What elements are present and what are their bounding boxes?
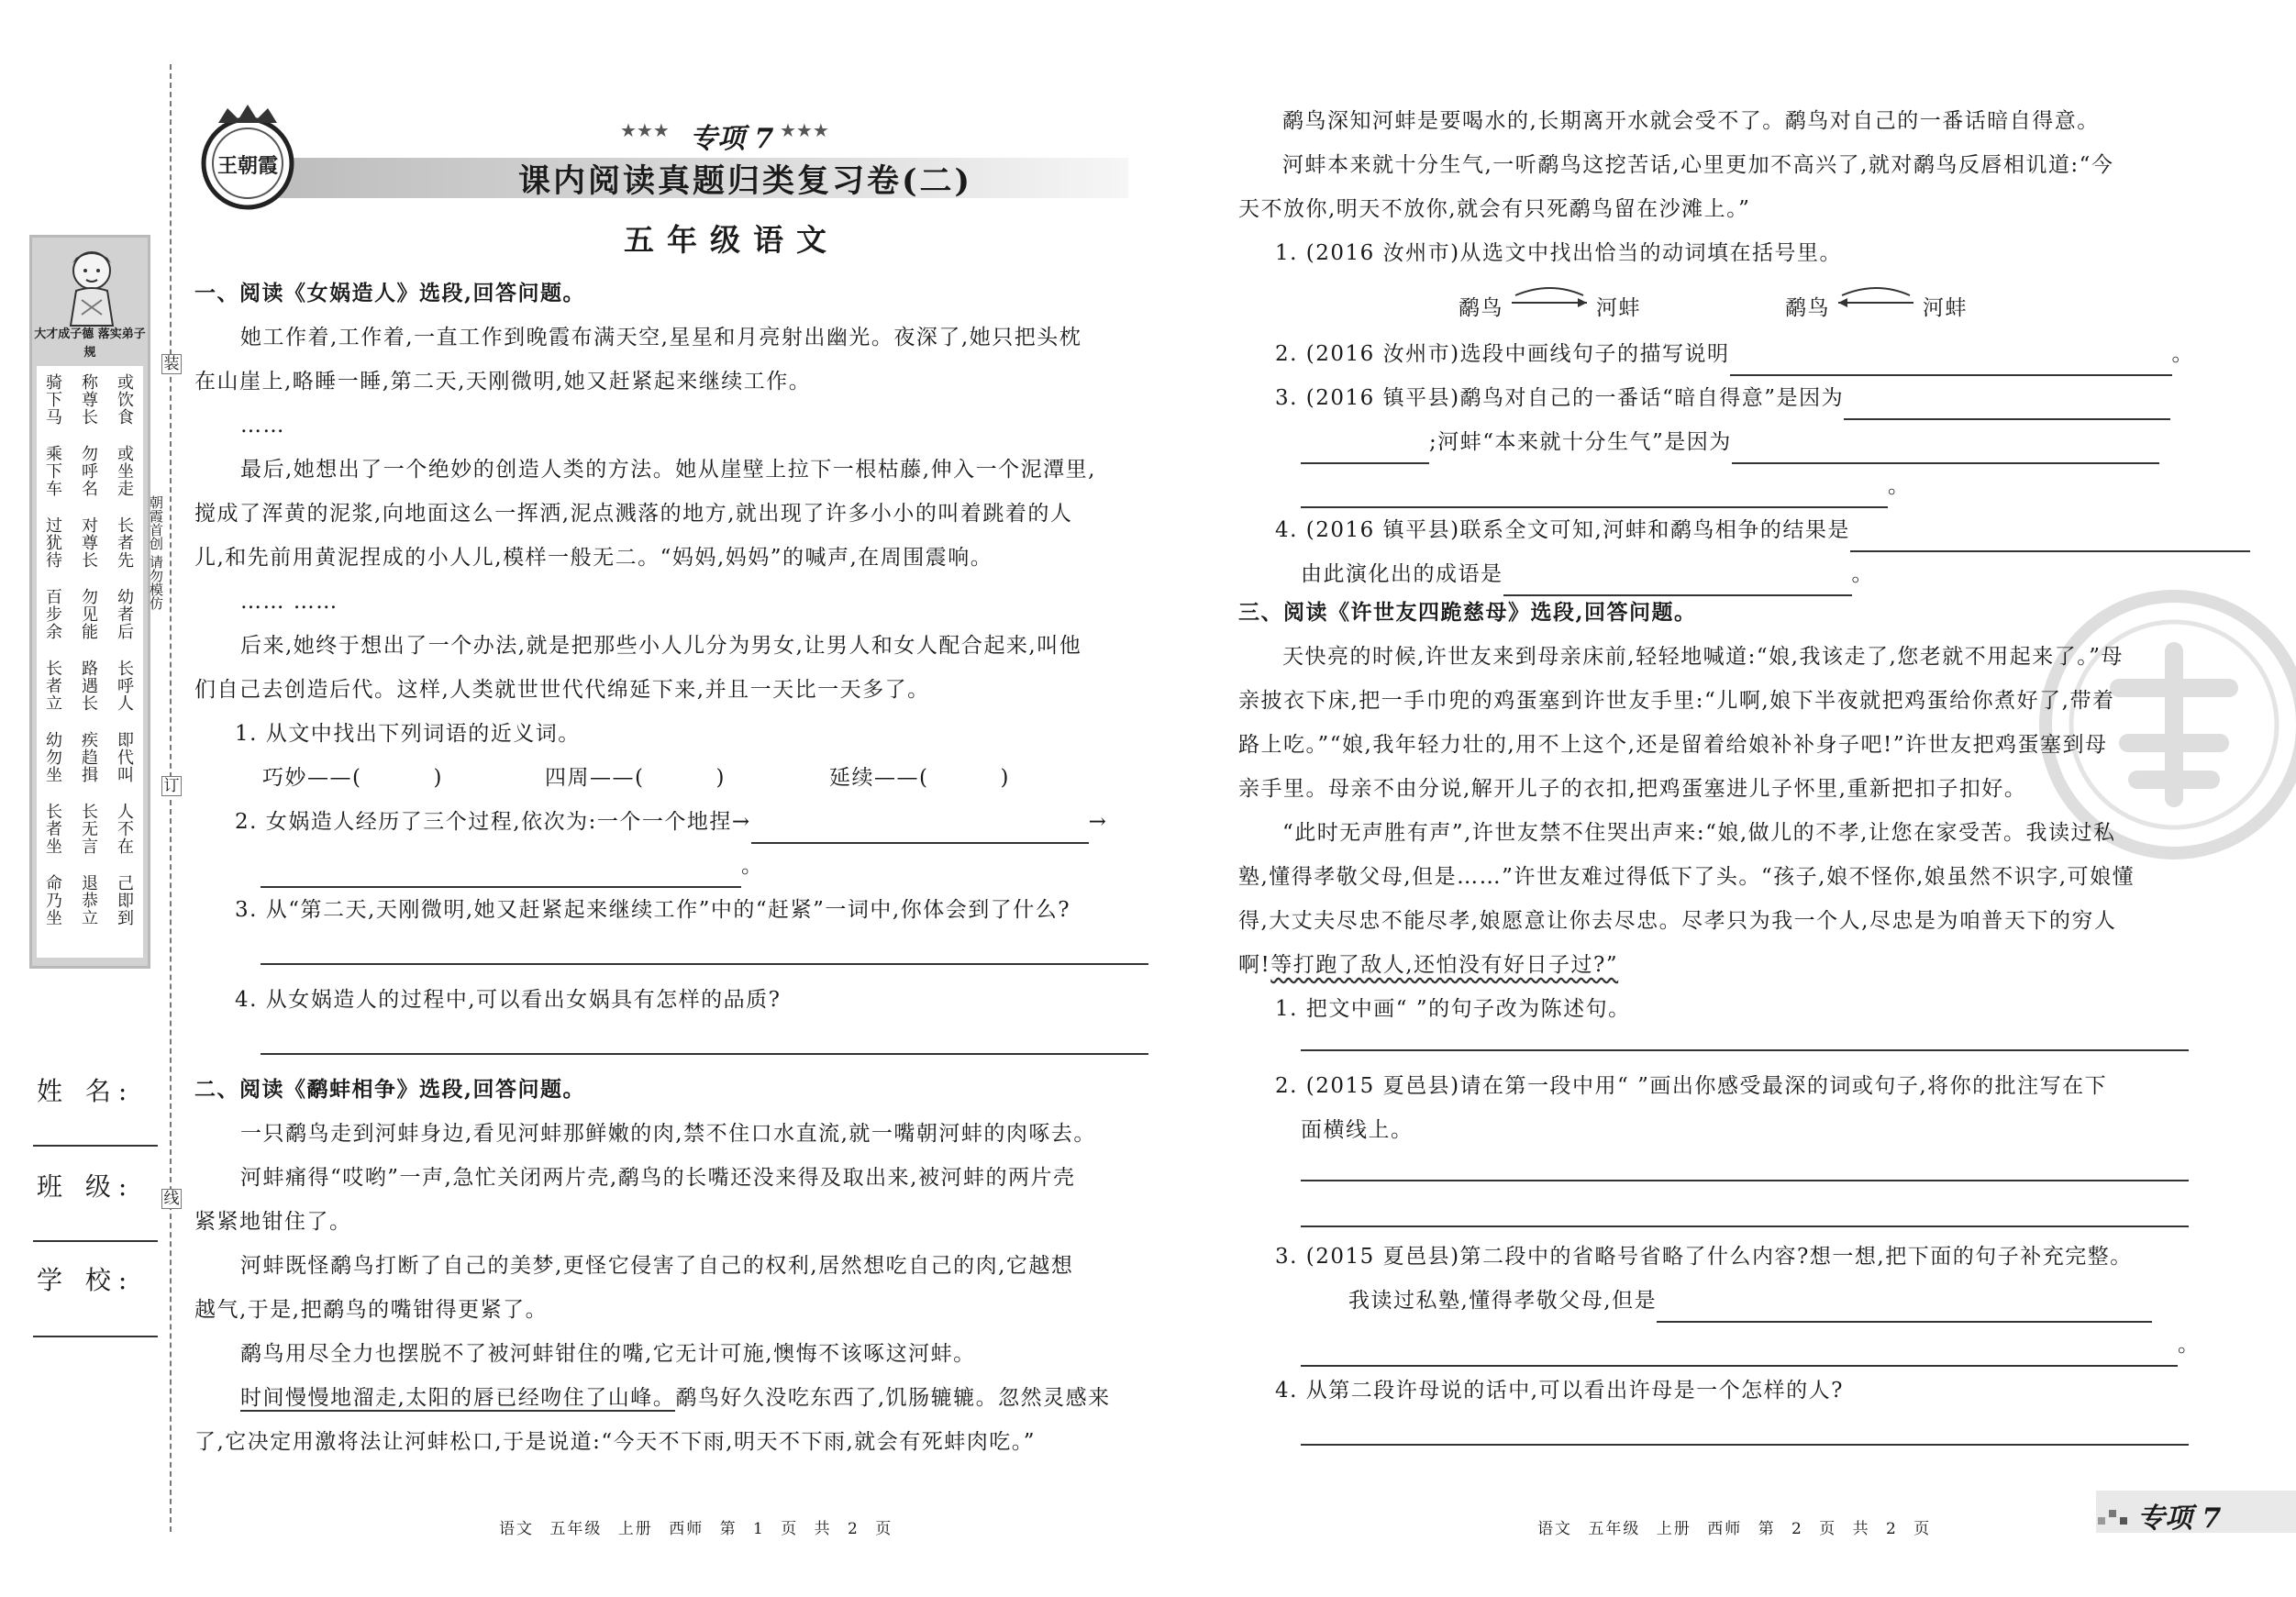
class-field[interactable]: [33, 1240, 158, 1242]
motto-panel: [37, 366, 143, 958]
motto-column: 长者坐: [43, 803, 62, 855]
series-label: 专项 7: [690, 123, 774, 155]
motto-column: 命乃坐: [43, 874, 62, 926]
cut-line: [170, 64, 172, 1532]
passage-line: 她工作着,工作着,一直工作到晚霞布满天空,星星和月亮射出幽光。夜深了,她只把头枕: [240, 326, 1082, 349]
passage-line: …… ……: [240, 590, 338, 614]
section-heading: 三、阅读《许世友四跪慈母》选段,回答问题。: [1238, 600, 1697, 625]
paper-title: 课内阅读真题归类复习卷(二): [518, 162, 973, 200]
motto-column: 百步余: [43, 588, 62, 640]
star-decoration: ★★★: [620, 119, 670, 141]
motto-column: 勿见能: [79, 588, 98, 640]
motto-column: 幼勿坐: [43, 731, 62, 783]
passage-line: 河蚌痛得“哎哟”一声,急忙关闭两片壳,鹬鸟的长嘴还没来得及取出来,被河蚌的两片壳: [240, 1166, 1076, 1190]
answer-line[interactable]: [1301, 1049, 2189, 1051]
answer-line[interactable]: [1730, 347, 2172, 376]
bird-label: 鹬鸟: [1785, 296, 1830, 320]
answer-line[interactable]: [1732, 435, 2159, 464]
svg-text:王朝霞: 王朝霞: [216, 154, 279, 178]
name-field[interactable]: [33, 1145, 158, 1147]
passage-line: 了,它决定用激将法让河蚌松口,于是说道:“今天不下雨,明天不下雨,就会有死蚌肉吃。”: [194, 1430, 1037, 1454]
answer-line[interactable]: [1301, 1444, 2189, 1446]
answer-line[interactable]: [261, 1053, 1148, 1055]
cut-char: 装: [161, 354, 182, 374]
question-3: 3. (2015 夏邑县)第二段中的省略号省略了什么内容?想一想,把下面的句子补充完整。: [1275, 1245, 2133, 1269]
answer-line[interactable]: [751, 815, 1089, 844]
question-4-cont: 由此演化出的成语是 。: [1301, 552, 1874, 596]
school-field[interactable]: [33, 1336, 158, 1337]
motto-column: 乘下车: [43, 445, 62, 497]
question-2: 2. (2016 汝州市)选段中画线句子的描写说明 。: [1275, 332, 2194, 376]
publisher-logo-icon: [191, 103, 310, 213]
motto-column: 疾趋揖: [79, 731, 98, 783]
motto-column: 长呼人: [115, 660, 134, 712]
passage-line: 鹬鸟深知河蚌是要喝水的,长期离开水就会受不了。鹬鸟对自己的一番话暗自得意。: [1282, 109, 2100, 133]
question-2-cont: 。: [261, 844, 764, 888]
cut-char: 线: [161, 1189, 182, 1209]
clam-label: 河蚌: [1596, 296, 1641, 320]
motto-column: 骑下马: [43, 373, 62, 426]
motto-column: 称尊长: [79, 373, 98, 426]
section-heading: 二、阅读《鹬蚌相争》选段,回答问题。: [194, 1077, 586, 1102]
class-label: 班 级:: [37, 1171, 135, 1202]
motto-column: 长者先: [115, 516, 134, 569]
section-heading: 一、阅读《女娲造人》选段,回答问题。: [194, 281, 586, 305]
wavy-underlined-sentence: 等打跑了敌人,还怕没有好日子过?”: [1270, 953, 1619, 977]
synonym-item: 延续——( ): [829, 766, 1010, 790]
motto-box: [29, 235, 150, 969]
passage-line: 后来,她终于想出了一个办法,就是把那些小人儿分为男女,让男人和女人配合起来,叫他: [240, 634, 1082, 658]
question-3: 3. (2016 镇平县)鹬鸟对自己的一番话“暗自得意”是因为: [1275, 376, 2170, 420]
answer-line[interactable]: [261, 859, 741, 888]
question-1: 1. 把文中画“ ”的句子改为陈述句。: [1275, 997, 1631, 1021]
motto-column: 路遇长: [79, 660, 98, 712]
motto-column: 即代叫: [115, 731, 134, 783]
star-decoration: ★★★: [780, 119, 829, 141]
subject-title: 五年级语文: [624, 222, 839, 258]
question-3-cont: ;河蚌“本来就十分生气”是因为: [1301, 420, 2159, 464]
question-3-cont: 。: [1301, 464, 1911, 508]
question-4: 4. 从第二段许母说的话中,可以看出许母是一个怎样的人?: [1275, 1379, 1844, 1403]
passage-line: 一只鹬鸟走到河蚌身边,看见河蚌那鲜嫩的肉,禁不住口水直流,就一嘴朝河蚌的肉啄去。: [240, 1122, 1096, 1146]
motto-column: 人不在: [115, 803, 134, 855]
motto-column: 勿呼名: [79, 445, 98, 497]
passage-line: 在山崖上,略睡一睡,第二天,天刚微明,她又赶紧起来继续工作。: [194, 370, 812, 394]
answer-line[interactable]: [1301, 1225, 2189, 1227]
motto-column: 过犹待: [43, 516, 62, 569]
motto-title: 大才成子德 落实弟子规: [34, 327, 146, 360]
question-4: 4. 从女娲造人的过程中,可以看出女娲具有怎样的品质?: [235, 988, 782, 1012]
passage-line: 河蚌既怪鹬鸟打断了自己的美梦,更怪它侵害了自己的权利,居然想吃自己的肉,它越想: [240, 1254, 1074, 1278]
passage-line: 亲披衣下床,把一手巾兜的鸡蛋塞到许世友手里:“儿啊,娘下半夜就把鸡蛋给你煮好了,带着: [1238, 689, 2115, 713]
passage-line: 越气,于是,把鹬鸟的嘴钳得更紧了。: [194, 1298, 549, 1322]
passage-line: 得,大丈夫尽忠不能尽孝,娘愿意让你去尽忠。尽孝只为我一个人,尽忠是为咱普天下的穷人: [1238, 909, 2117, 933]
bird-label: 鹬鸟: [1459, 296, 1503, 320]
dots-decoration-icon: [2096, 1504, 2133, 1526]
question-3-prompt: 我读过私塾,懂得孝敬父母,但是: [1348, 1279, 2152, 1323]
question-2: 2. 女娲造人经历了三个过程,依次为:一个一个地捏→ →: [235, 800, 1107, 844]
passage-line: 搅成了浑黄的泥浆,向地面这么一挥洒,泥点溅落的地方,就出现了许多小小的叫着跳着的人: [194, 502, 1073, 526]
motto-column: 对尊长: [79, 516, 98, 569]
motto-column: 或坐走: [115, 445, 134, 497]
answer-line[interactable]: [1301, 479, 1888, 508]
answer-line[interactable]: [1301, 1337, 2178, 1367]
motto-column: 退恭立: [79, 874, 98, 926]
question-3-cont: 。: [1301, 1323, 2201, 1367]
passage-line: “此时无声胜有声”,许世友禁不住哭出声来:“娘,做儿的不孝,让您在家受苦。我读过私: [1282, 821, 2116, 845]
answer-line[interactable]: [1850, 523, 2250, 552]
question-1: 1. 从文中找出下列词语的近义词。: [235, 722, 581, 746]
question-4: 4. (2016 镇平县)联系全文可知,河蚌和鹬鸟相争的结果是: [1275, 508, 2250, 552]
motto-column: 长无言: [79, 803, 98, 855]
page-footer-left: 语文 五年级 上册 西师 第 1 页 共 2 页: [499, 1520, 893, 1538]
answer-line[interactable]: [1301, 1180, 2189, 1181]
synonym-item: 四周——( ): [545, 766, 726, 790]
motto-column: 幼者后: [115, 588, 134, 640]
question-1: 1. (2016 汝州市)从选文中找出恰当的动词填在括号里。: [1275, 241, 1843, 265]
synonym-item: 巧妙——( ): [262, 766, 443, 790]
clam-label: 河蚌: [1923, 296, 1968, 320]
passage-line: 们自己去创造后代。这样,人类就世世代代绵延下来,并且一天比一天多了。: [194, 678, 930, 702]
cut-notice: 朝霞首创 请勿模仿: [148, 495, 164, 610]
passage-line: 河蚌本来就十分生气,一听鹬鸟这挖苦话,心里更加不高兴了,就对鹬鸟反唇相讥道:“今: [1282, 153, 2114, 177]
passage-line: 天快亮的时候,许世友来到母亲床前,轻轻地喊道:“娘,我该走了,您老就不用起来了。”母: [1282, 645, 2124, 669]
motto-column: 己即到: [115, 874, 134, 926]
passage-line: 塾,懂得孝敬父母,但是……”许世友难过得低下了头。“孩子,娘不怪你,娘虽然不识字,可娘懂: [1238, 865, 2135, 889]
passage-line: 时间慢慢地溜走,太阳的唇已经吻住了山峰。鹬鸟好久没吃东西了,饥肠辘辘。忽然灵感来: [240, 1386, 1111, 1410]
passage-line: 路上吃。”“娘,我年轻力壮的,用不上这个,还是留着给娘补补身子吧!”许世友把鸡蛋塞到母: [1238, 733, 2108, 757]
answer-blank[interactable]: [1842, 288, 1910, 295]
motto-column: 长者立: [43, 660, 62, 712]
passage-line: 紧紧地钳住了。: [194, 1210, 352, 1234]
left-sidebar: [0, 0, 174, 1597]
question-2-cont: 面横线上。: [1301, 1118, 1414, 1142]
passage-line: 鹬鸟用尽全力也摆脱不了被河蚌钳住的嘴,它无计可施,懊悔不该啄这河蚌。: [240, 1342, 976, 1366]
passage-line: 亲手里。母亲不由分说,解开儿子的衣扣,把鸡蛋塞进儿子怀里,重新把扣子扣好。: [1238, 777, 2027, 801]
passage-line: 儿,和先前用黄泥捏成的小人儿,模样一般无二。“妈妈,妈妈”的喊声,在周围震响。: [194, 546, 993, 570]
question-2: 2. (2015 夏邑县)请在第一段中用“ ”画出你感受最深的词或句子,将你的批注写在下: [1275, 1074, 2108, 1098]
answer-blank[interactable]: [1515, 288, 1583, 295]
answer-line[interactable]: [1657, 1293, 2152, 1323]
answer-line[interactable]: [261, 963, 1148, 965]
underlined-sentence: 时间慢慢地溜走,太阳的唇已经吻住了山峰。: [240, 1386, 676, 1410]
cut-char: 订: [161, 776, 182, 796]
answer-line[interactable]: [1301, 435, 1429, 464]
question-3: 3. 从“第二天,天刚微明,她又赶紧起来继续工作”中的“赶紧”一词中,你体会到了什么?: [235, 898, 1071, 922]
name-label: 姓 名:: [37, 1076, 135, 1106]
page-footer-right: 语文 五年级 上册 西师 第 2 页 共 2 页: [1537, 1520, 1932, 1538]
passage-line: ……: [240, 414, 285, 438]
answer-line[interactable]: [1844, 391, 2170, 420]
passage-line: 天不放你,明天不放你,就会有只死鹬鸟留在沙滩上。”: [1238, 197, 1751, 221]
motto-column: 或饮食: [115, 373, 134, 426]
passage-line: 最后,她想出了一个绝妙的创造人类的方法。她从崖壁上拉下一根枯藤,伸入一个泥潭里,: [240, 458, 1096, 482]
corner-series-label: 专项 7: [2137, 1503, 2222, 1535]
school-label: 学 校:: [37, 1265, 135, 1295]
passage-line: 啊!等打跑了敌人,还怕没有好日子过?”: [1238, 953, 1619, 977]
scholar-figure-icon: [60, 245, 124, 329]
